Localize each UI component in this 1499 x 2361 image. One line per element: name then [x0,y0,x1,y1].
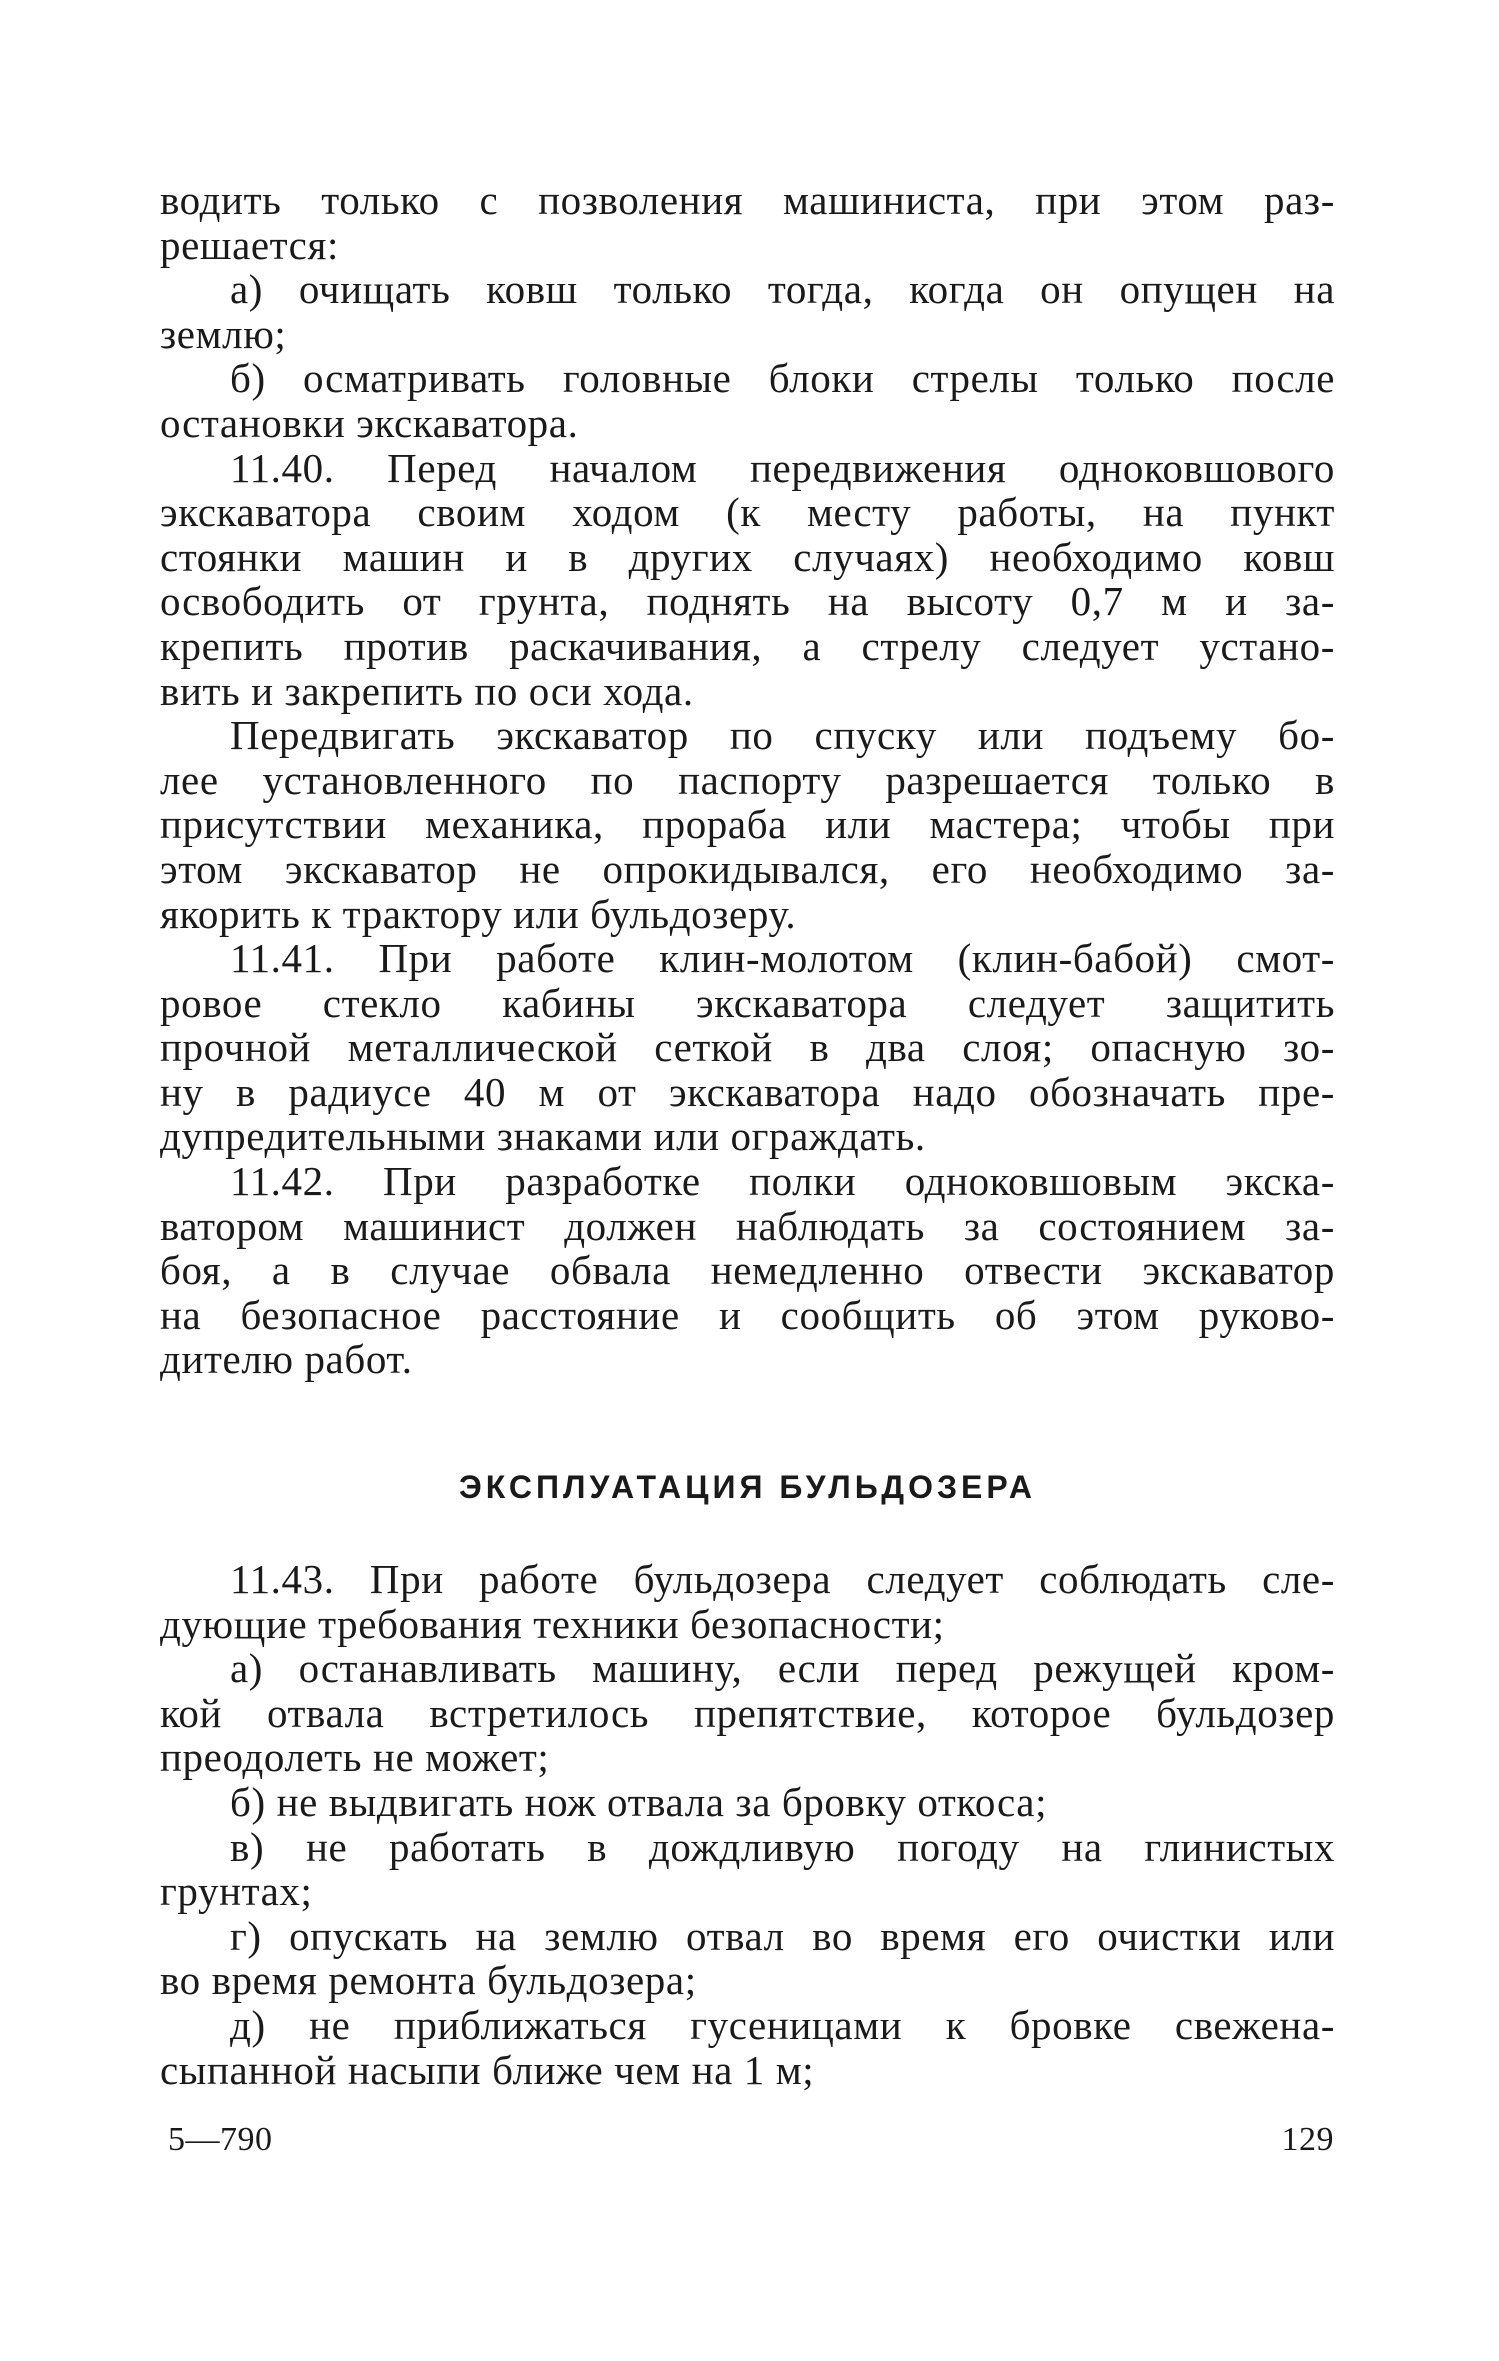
text-line: остановки экскаватора. [160,399,579,446]
text-line: а) очищать ковш только тогда, когда он опущен на [230,266,1335,313]
text-line: б) осматривать головные блоки стрелы только после [230,355,1335,402]
body-text-top [160,178,1335,1382]
text-line: на безопасное расстояние и сообщить об этом руково- [160,1291,1335,1338]
text-line: во время ремонта бульдозера; [160,1957,697,2004]
text-line: 11.41. При работе клин-молотом (клин-бабой) смот- [230,935,1335,982]
text-line: грунтах; [160,1868,313,1915]
text-line: в) не работать в дождливую погоду на глинистых [230,1823,1335,1870]
text-line: дителю работ. [160,1336,413,1383]
text-line: а) останавливать машину, если перед режущей кром- [230,1645,1335,1692]
body-text-bottom [160,1557,1335,2092]
text-line: ровое стекло кабины экскаватора следует защитить [160,979,1335,1026]
text-line: 11.42. При разработке полки одноковшовым экска- [230,1158,1335,1205]
text-line: освободить от грунта, поднять на высоту 0,7 м и за- [160,578,1335,625]
text-line: 11.40. Перед началом передвижения одноковшового [230,444,1335,491]
text-line: этом экскаватор не опрокидывался, его необходимо за- [160,845,1335,892]
text-line: присутствии механика, прораба или мастера; чтобы при [160,801,1335,848]
text-line: якорить к трактору или бульдозеру. [160,890,797,937]
text-line: землю; [160,310,287,357]
text-line: вить и закрепить по оси хода. [160,667,694,714]
text-line: сыпанной насыпи ближе чем на 1 м; [160,2046,815,2093]
text-line: 11.43. При работе бульдозера следует соблюдать сле- [230,1556,1335,1602]
text-line: дупредительными знаками или ограждать. [160,1113,926,1160]
text-line: преодолеть не может; [160,1734,550,1781]
page-number: 129 [1281,2121,1334,2158]
text-line: ну в радиусе 40 м от экскаватора надо обозначать пре- [160,1068,1335,1115]
text-line: водить только с позволения машиниста, при этом раз- [160,177,1335,223]
text-line: Передвигать экскаватор по спуску или подъему бо- [230,712,1335,759]
section-heading: ЭКСПЛУАТАЦИЯ БУЛЬДОЗЕРА [459,1469,1036,1505]
text-line: кой отвала встретилось препятствие, которое бульдозер [160,1689,1335,1736]
printer-signature: 5—790 [168,2121,273,2158]
text-line: г) опускать на землю отвал во время его очистки или [230,1912,1335,1959]
text-line: прочной металлической сеткой в два слоя; опасную зо- [160,1024,1335,1071]
text-line: лее установленного по паспорту разрешается только в [160,756,1335,803]
text-line: дующие требования техники безопасности; [160,1600,945,1647]
text-line: б) не выдвигать нож отвала за бровку откоса; [230,1778,1048,1825]
text-line: боя, а в случае обвала немедленно отвести экскаватор [160,1247,1335,1294]
text-line: ватором машинист должен наблюдать за состоянием за- [160,1202,1335,1249]
text-line: экскаватора своим ходом (к месту работы, на пункт [160,489,1335,536]
text-line: решается: [160,221,339,268]
text-line: крепить против раскачивания, а стрелу следует устано- [160,622,1335,669]
text-line: стоянки машин и в других случаях) необходимо ковш [160,533,1335,580]
text-line: д) не приближаться гусеницами к бровке свежена- [230,2001,1335,2048]
